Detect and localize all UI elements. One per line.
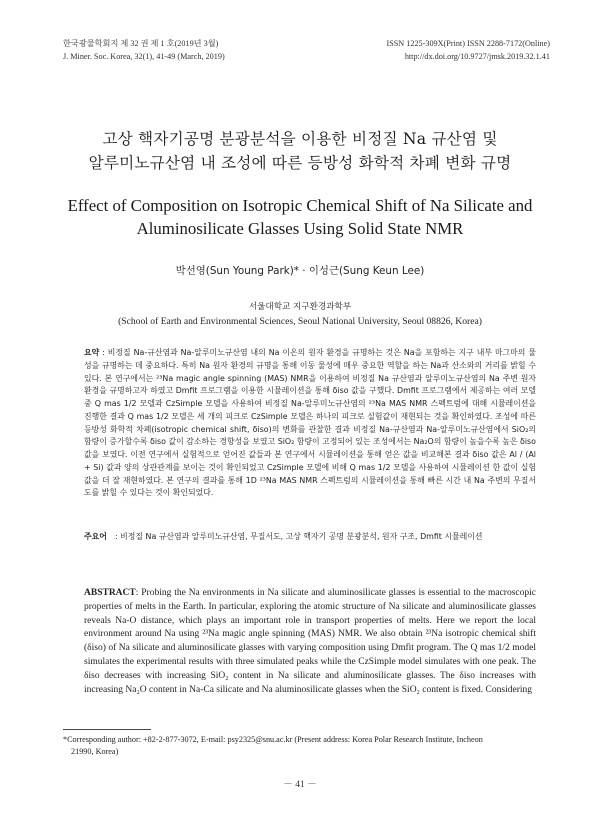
page-number: － 41 － xyxy=(283,779,317,790)
footnote-line-1: *Corresponding author: +82-2-877-3072, E-mail: psy2325@snu.ac.kr (Present address: Korea Polar Research Institute, Incheon xyxy=(63,735,483,744)
abstract-korean xyxy=(84,347,536,500)
affiliation-korean: 서울대학교 지구환경과학부 xyxy=(248,302,352,312)
running-header-left xyxy=(63,37,225,63)
keywords-korean xyxy=(84,530,536,544)
title-korean xyxy=(40,127,560,175)
journal-citation-english: J. Miner. Soc. Korea, 32(1), 41-49 (March, 2019) xyxy=(63,52,225,61)
corresponding-author-footnote xyxy=(63,734,523,758)
abstract-english-label: ABSTRACT xyxy=(84,588,136,598)
issn: ISSN 1225-309X(Print) ISSN 2288-7172(Online) xyxy=(386,39,550,48)
journal-citation-korean: 한국광물학회지 제 32 권 제 1 호(2019년 3월) xyxy=(63,39,219,48)
title-korean-line-1: 고상 핵자기공명 분광분석을 이용한 비정질 Na 규산염 및 xyxy=(102,130,498,148)
author-list: 박선영(Sun Young Park)* · 이성근(Sung Keun Lee) xyxy=(175,265,425,277)
abstract-english xyxy=(84,587,536,697)
keywords-text: : 비정질 Na 규산염과 알루미노규산염, 무질서도, 고상 핵자기 공명 분광분석, 원자 구조, Dmfit 시뮬레이션 xyxy=(115,532,483,541)
abstract-korean-text: : 비정질 Na-규산염과 Na-알루미노규산염 내의 Na 이온의 원자 환경을 규명하는 것은 Na을 포함하는 지구 내부 마그마의 물성을 규명하는 데 중요하다. 특히 Na 원자 환경의 규명을 통해 이동 물성에 매우 중요한 역할을 하는 Na과 산소와의 거리를 밝힐 수 있다. 본 연구에서는 ²³Na magic angle spinning (MAS) NMR을 이용하여 비정질 Na 규산염과 알루미노규산염의 Na 주변 원자 환경을 규명하고자 하였고 Dmfit 프로그램을 이용한 시뮬레이션을 통해 δiso 값을 구했다. Dmfit 프로그램에서 제공하는 여러 모델 중 Q mas 1/2 모델과 CzSimple 모델을 사용하여 비정질 Na-알루미노규산염의 ²³Na MAS NMR 스펙트럼에 대해 시뮬레이션을 진행한 결과 Q mas 1/2 모델은 세 개의 피크로 CzSimple 모델은 하나의 피크로 실험값이 재현되는 것을 확인하였다. 조성에 따른 등방성 화학적 차폐(isotropic chemical shift, δiso)의 변화를 관찰한 결과 비정질 Na-규산염과 Na-알루미노규산염에서 SiO₂의 함량이 증가할수록 δiso 값이 감소하는 경향성을 보였고 SiO₂ 함량이 고정되어 있는 조성에서는 Na₂O의 함량이 높을수록 높은 δiso 값을 보였다. 이전 연구에서 실험적으로 얻어진 값들과 본 연구에서 시뮬레이션을 통해 얻은 값을 비교해본 결과 δiso 값은 Al / (Al + Si) 값과 양의 상관관계를 보이는 것이 확인되었고 CzSimple 모델에 비해 Q mas 1/2 모델을 사용하여 시뮬레이션 한 값이 실험값을 더 잘 재현하였다. 본 연구의 결과를 통해 1D ²³Na MAS NMR 스펙트럼의 시뮬레이션을 통해 빠른 시간 내 Na 주변의 무질서도를 밝힐 수 있다는 것이 확인되었다. xyxy=(84,348,536,498)
abstract-korean-label: 요약 xyxy=(84,348,100,357)
title-korean-line-2: 알루미노규산염 내 조성에 따른 등방성 화학적 차폐 변화 규명 xyxy=(88,154,512,172)
affiliation-english: (School of Earth and Environmental Sciences, Seoul National University, Seoul 08826, Korea) xyxy=(118,316,482,327)
footnote-divider xyxy=(63,729,151,730)
title-english-line-1: Effect of Composition on Isotropic Chemical Shift of Na Silicate and xyxy=(67,196,533,215)
doi-link[interactable]: http://dx.doi.org/10.9727/jmsk.2019.32.1.41 xyxy=(404,52,550,61)
footnote-line-2: 21990, Korea) xyxy=(71,747,119,756)
title-english-line-2: Aluminosilicate Glasses Using Solid State NMR xyxy=(136,219,464,238)
abstract-english-text: : Probing the Na environments in Na silicate and aluminosilicate glasses is essential to the macroscopic properties of melts in the Earth. In particular, exploring the atomic structure of Na silicate and aluminosilicate glasses reveals Na-O distance, which plays an important role in transport properties of melts. Here we report the local environment around Na using ²³Na magic angle spinning (MAS) NMR. We also obtain ²³Na isotropic chemical shift (δiso) of Na silicate and aluminosilicate glasses with varying composition using Dmfit program. The Q mas 1/2 model simulates the experimental results with three simulated peaks while the CzSimple model simulates with one peak. The δiso decreases with increasing SiO₂ content in Na silicate and aluminosilicate glasses. The δiso increases with increasing Na₂O content in Na-Ca silicate and Na aluminosilicate glasses when the SiO₂ content is fixed. Considering xyxy=(84,588,536,695)
title-english xyxy=(40,194,560,240)
running-header-right xyxy=(386,37,550,63)
keywords-label: 주요어 xyxy=(84,532,107,541)
